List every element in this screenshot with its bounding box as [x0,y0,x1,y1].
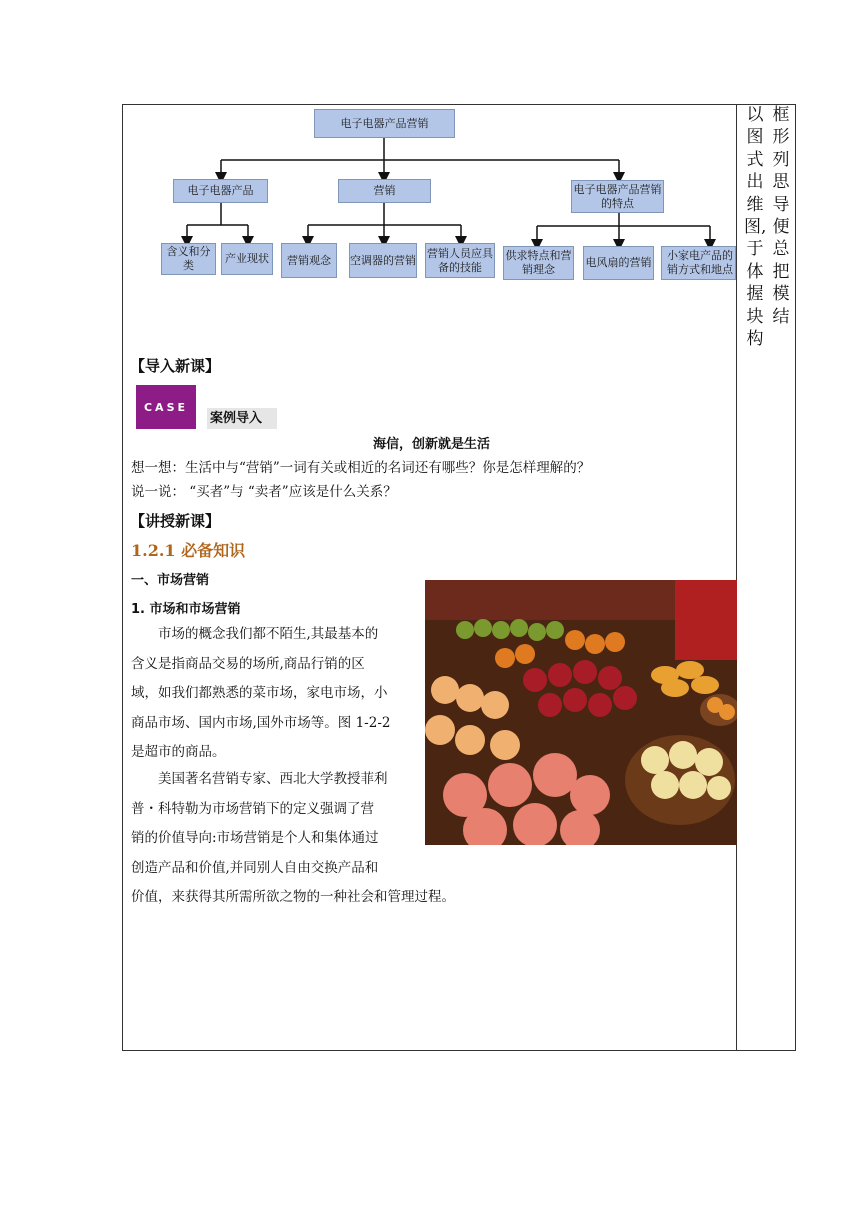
branch-features: 电子电器产品营销的特点 [571,180,664,213]
leaf-meaning: 含义和分类 [161,243,216,275]
side-note-char: 列 [772,149,790,170]
leaf-small-appliance: 小家电产品的销方式和地点 [661,246,736,280]
side-note-char: 把 [772,261,790,282]
leaf-fan: 电风扇的营销 [583,246,654,280]
side-note-char: 框 [772,105,790,125]
leaf-skills: 营销人员应具备的技能 [425,243,495,278]
leaf-aircon: 空调器的营销 [349,243,417,278]
leaf-concept: 营销观念 [281,243,337,278]
side-note-char: 于 [746,239,764,260]
branch-electronics: 电子电器产品 [173,179,268,203]
mind-map [0,0,860,300]
paragraph-kotler-definition [131,765,455,913]
side-note-char: 以 [746,105,764,125]
section-title: 1.2.1 必备知识 [131,541,246,560]
side-note-char: 图 [746,127,764,148]
branch-marketing: 营销 [338,179,431,203]
side-note-char: 形 [772,127,790,148]
side-note-char: 模 [772,284,790,305]
mind-map-root: 电子电器产品营销 [314,109,455,138]
side-note-char: 构 [746,329,764,350]
para2-line: 普・科特勒为市场营销下的定义强调了营 [131,800,374,817]
side-note-char: 块 [746,306,764,327]
side-note-char: 便 [772,217,790,238]
para2-line: 美国著名营销专家、西北大学教授菲利 [131,771,388,787]
case-label: 案例导入 [207,408,277,429]
para2-line: 销的价值导向:市场营销是个人和集体通过 [131,830,379,846]
side-note-char: 式 [746,149,764,170]
subheading-market: 1. 市场和市场营销 [131,602,241,617]
side-note-char: 结 [772,306,790,327]
side-note-char: 总 [772,239,790,260]
heading-market-marketing: 一、市场营销 [131,573,210,588]
side-note-char: 图, [744,217,767,238]
think-prompt: 想一想：生活中与“营销”一词有关或相近的名词还有哪些？你是怎样理解的？ [131,460,591,476]
case-logo: CASE [136,385,196,429]
side-note-char: 思 [772,172,790,193]
para1-line: 是超市的商品。 [131,744,226,760]
para1-line: 域，如我们都熟悉的菜市场，家电市场，小 [131,685,388,701]
case-title: 海信，创新就是生活 [373,437,491,452]
say-prompt: 说一说： “买者”与 “卖者”应该是什么关系？ [131,484,397,500]
side-note-char: 维 [746,194,764,215]
side-note-char: 导 [772,194,790,215]
side-note-char: 握 [746,284,764,305]
para2-line: 价值，来获得其所需所欲之物的一种社会和管理过程。 [131,889,455,905]
para1-line: 商品市场、国内市场,国外市场等。图 1-2-2 [131,714,391,731]
leaf-supply: 供求特点和营销理念 [503,246,574,280]
para1-line: 市场的概念我们都不陌生,其最基本的 [131,626,379,642]
paragraph-market-concept [131,620,390,768]
para2-line: 创造产品和价值,并同别人自由交换产品和 [131,859,379,876]
intro-heading: 【导入新课】 [130,357,221,375]
para1-line: 含义是指商品交易的场所,商品行销的区 [131,655,365,672]
side-note-char: 体 [746,261,764,282]
fruit-market-photo [425,580,737,845]
side-note-char: 出 [746,172,764,193]
leaf-industry: 产业现状 [221,243,273,275]
lecture-heading: 【讲授新课】 [130,512,221,530]
